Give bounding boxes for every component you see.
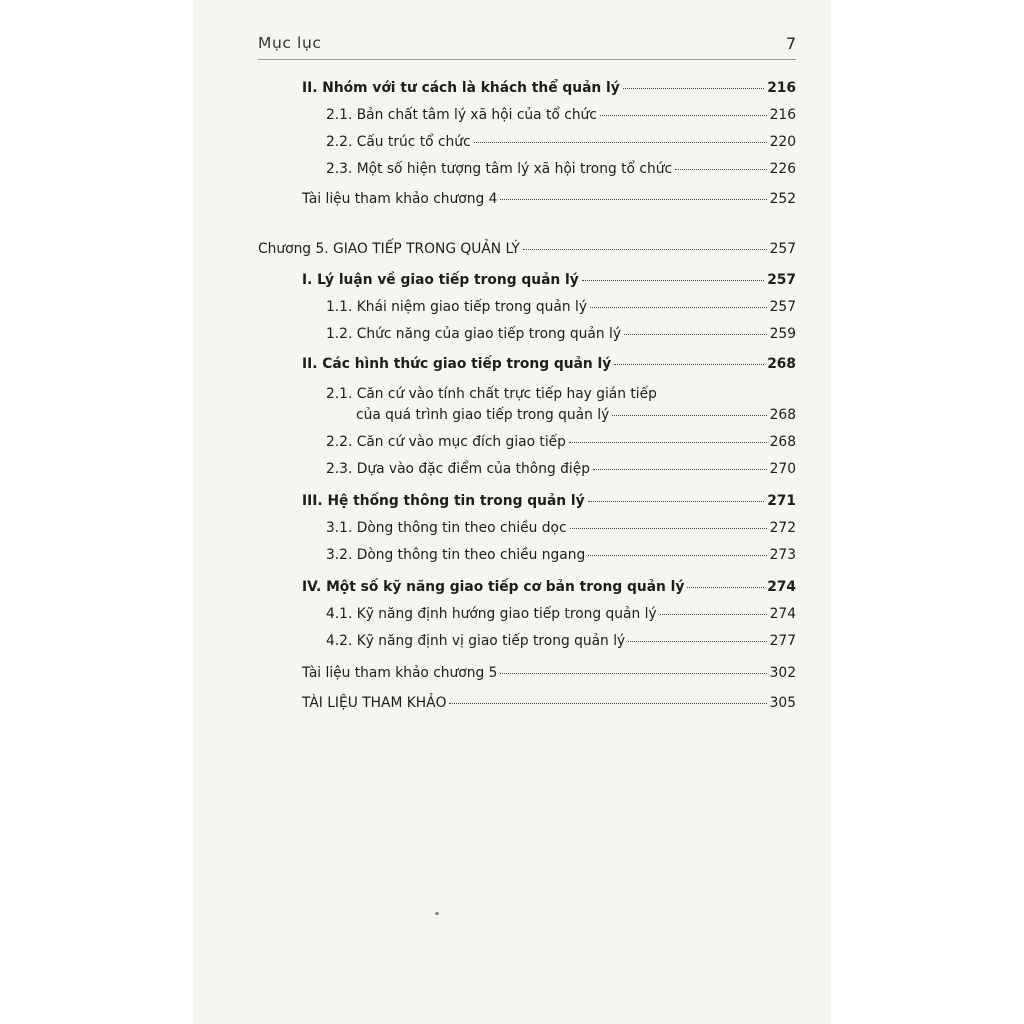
toc-entry-label: IV. Một số kỹ năng giao tiếp cơ bản trong quản lý xyxy=(302,579,685,595)
dot-leader xyxy=(624,334,767,335)
toc-entry xyxy=(302,490,796,512)
toc-entry-label: 3.2. Dòng thông tin theo chiều ngang xyxy=(326,547,586,563)
toc-entry-page: 277 xyxy=(769,633,796,649)
toc-entry xyxy=(302,188,796,210)
toc-entry xyxy=(326,603,796,625)
toc-entry xyxy=(326,104,796,126)
toc-entry-page: 268 xyxy=(767,356,796,372)
toc-entry xyxy=(302,269,796,291)
toc-entry-page: 257 xyxy=(769,299,796,315)
toc-entry-page: 220 xyxy=(769,134,796,150)
toc-entry-label-continuation: của quá trình giao tiếp trong quản lý xyxy=(356,407,610,423)
toc-entry-label: 1.1. Khái niệm giao tiếp trong quản lý xyxy=(326,299,588,315)
dot-leader xyxy=(582,280,764,281)
dot-leader xyxy=(623,88,764,89)
toc-entry xyxy=(326,131,796,153)
toc-entry xyxy=(326,517,796,539)
paper-speck xyxy=(435,912,439,915)
toc-entry xyxy=(302,353,796,375)
toc-entry-label: 1.2. Chức năng của giao tiếp trong quản lý xyxy=(326,326,622,342)
toc-entry-page: 270 xyxy=(769,461,796,477)
toc-entry-page: 302 xyxy=(769,665,796,681)
toc-entry-label: 2.2. Cấu trúc tổ chức xyxy=(326,134,471,150)
toc-entry xyxy=(326,630,796,652)
page-number: 7 xyxy=(785,34,796,53)
toc-entry-label: 2.1. Bản chất tâm lý xã hội của tổ chức xyxy=(326,107,597,123)
dot-leader xyxy=(449,703,766,704)
toc-entry-label: 2.2. Căn cứ vào mục đích giao tiếp xyxy=(326,434,566,450)
toc-entry xyxy=(326,431,796,453)
running-title: Mục lục xyxy=(258,34,322,52)
toc-entry-label: II. Nhóm với tư cách là khách thể quản lý xyxy=(302,80,620,96)
toc-entry-page: 226 xyxy=(769,161,796,177)
toc-entry-label: II. Các hình thức giao tiếp trong quản lý xyxy=(302,356,612,372)
dot-leader xyxy=(570,528,767,529)
toc-entry-page: 252 xyxy=(769,191,796,207)
toc-entry-page: 273 xyxy=(769,547,796,563)
toc-entry-page: 271 xyxy=(767,493,796,509)
toc-entry xyxy=(326,544,796,566)
toc-entry-page: 274 xyxy=(767,579,796,595)
dot-leader xyxy=(675,169,767,170)
dot-leader xyxy=(500,199,766,200)
toc-entry-label: TÀI LIỆU THAM KHẢO xyxy=(302,695,447,711)
toc-entry-label: III. Hệ thống thông tin trong quản lý xyxy=(302,493,585,509)
dot-leader xyxy=(687,587,764,588)
dot-leader xyxy=(660,614,767,615)
toc-entry xyxy=(326,158,796,180)
toc-entry xyxy=(356,404,796,426)
toc-entry xyxy=(302,692,796,714)
toc-entry-label-first-line: 2.1. Căn cứ vào tính chất trực tiếp hay gián tiếp xyxy=(326,386,657,402)
dot-leader xyxy=(569,442,767,443)
toc-chapter-entry xyxy=(258,238,796,260)
toc-entry-label: Tài liệu tham khảo chương 4 xyxy=(302,191,498,207)
toc-entry-page: 272 xyxy=(769,520,796,536)
toc-entry xyxy=(326,323,796,345)
toc-entry-page: 274 xyxy=(769,606,796,622)
toc-entry-page: 216 xyxy=(769,107,796,123)
dot-leader xyxy=(628,641,766,642)
dot-leader xyxy=(614,364,764,365)
dot-leader xyxy=(474,142,767,143)
toc-entry-label: 4.1. Kỹ năng định hướng giao tiếp trong quản lý xyxy=(326,606,657,622)
toc-entry-page: 259 xyxy=(769,326,796,342)
toc-entry-label: 2.3. Dựa vào đặc điểm của thông điệp xyxy=(326,461,590,477)
dot-leader xyxy=(612,415,766,416)
dot-leader xyxy=(500,673,766,674)
dot-leader xyxy=(588,555,766,556)
dot-leader xyxy=(588,501,765,502)
dot-leader xyxy=(590,307,767,308)
toc-entry-page: 305 xyxy=(769,695,796,711)
toc-entry xyxy=(326,296,796,318)
toc-entry-label: Tài liệu tham khảo chương 5 xyxy=(302,665,498,681)
toc-entry xyxy=(302,576,796,598)
toc-entry-page: 216 xyxy=(767,80,796,96)
dot-leader xyxy=(523,249,767,250)
toc-entry-label: 3.1. Dòng thông tin theo chiều dọc xyxy=(326,520,567,536)
toc-entry-page: 257 xyxy=(767,272,796,288)
toc-entry-label: Chương 5. GIAO TIẾP TRONG QUẢN LÝ xyxy=(258,241,520,257)
dot-leader xyxy=(600,115,767,116)
dot-leader xyxy=(593,469,767,470)
toc-entry xyxy=(326,458,796,480)
toc-entry-page: 257 xyxy=(769,241,796,257)
toc-entry-label: 4.2. Kỹ năng định vị giao tiếp trong quản lý xyxy=(326,633,626,649)
toc-entry xyxy=(302,662,796,684)
toc-entry xyxy=(302,77,796,99)
toc-entry-page: 268 xyxy=(769,407,796,423)
toc-entry-page: 268 xyxy=(769,434,796,450)
toc-entry-label: I. Lý luận về giao tiếp trong quản lý xyxy=(302,272,579,288)
toc-entry-label: 2.3. Một số hiện tượng tâm lý xã hội trong tổ chức xyxy=(326,161,673,177)
